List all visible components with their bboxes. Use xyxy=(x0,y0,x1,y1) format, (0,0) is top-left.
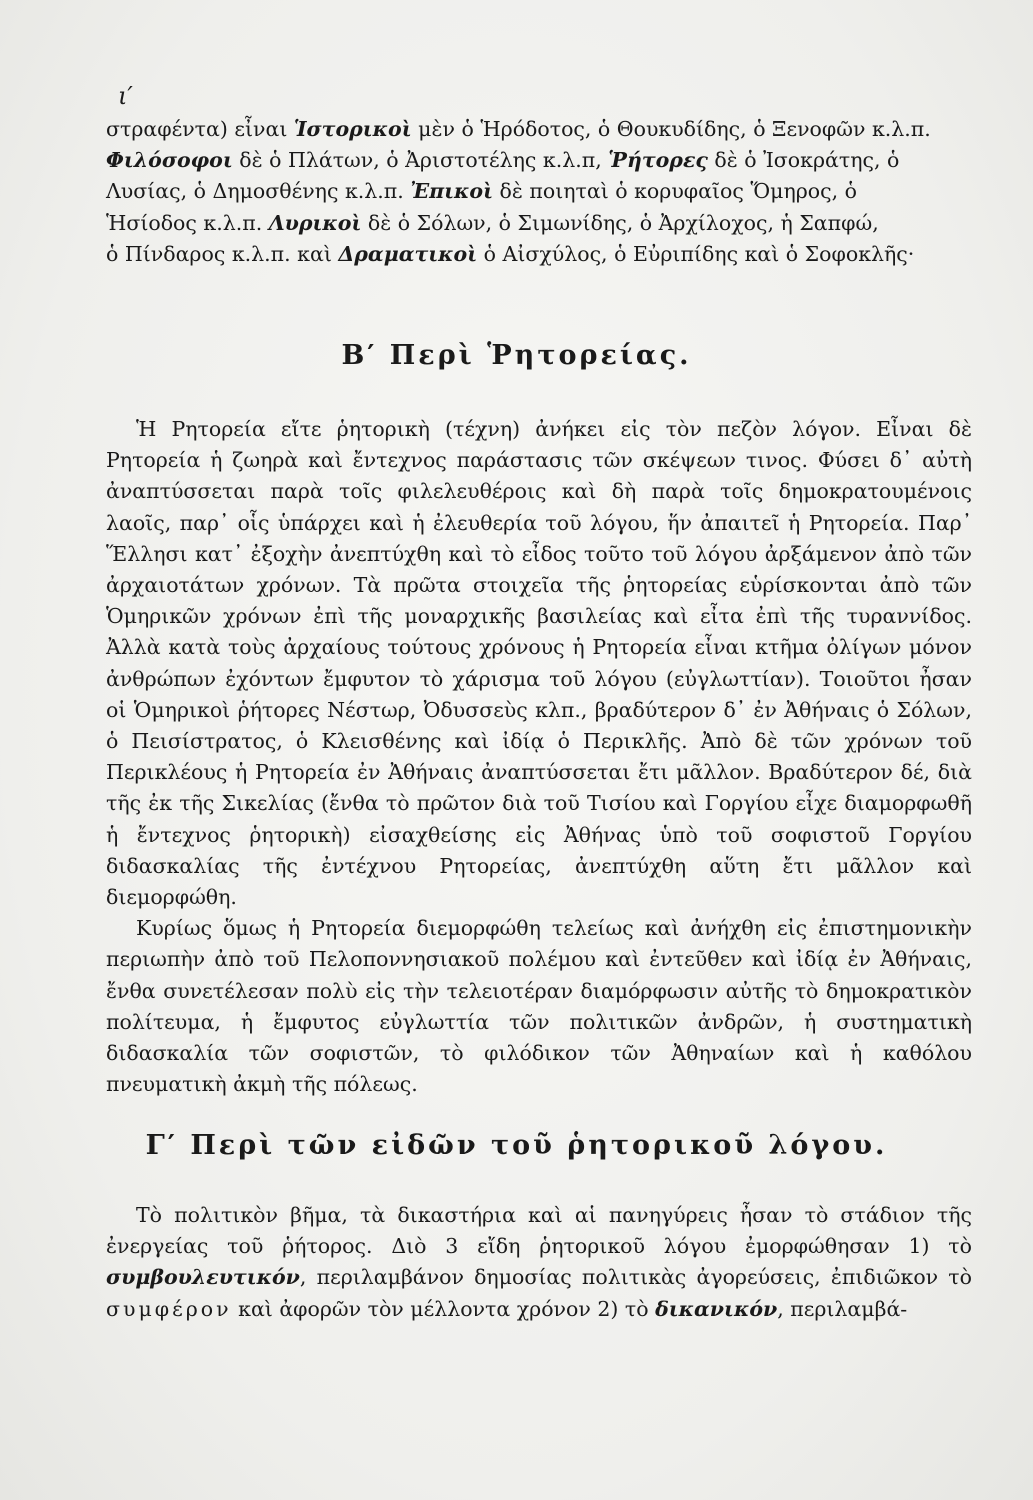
term-judicial: δικανικόν xyxy=(655,1296,778,1321)
section-c-heading: Γ′ Περὶ τῶν εἰδῶν τοῦ ῥητορικοῦ λόγου. xyxy=(145,1130,888,1161)
page-number: ι′ xyxy=(118,82,133,110)
intro-line: Φιλόσοφοι δὲ ὁ Πλάτων, ὁ Ἀριστοτέλης κ.λ.π, Ῥήτορες δὲ ὁ Ἰσοκράτης, ὁ xyxy=(106,148,900,173)
term-historians: Ἱστορικοὶ xyxy=(293,117,412,141)
section-c-paragraph: Τὸ πολιτικὸν βῆμα, τὰ δικαστήρια καὶ αἱ πανηγύρεις ἦσαν τὸ στάδιον τῆς ἐνεργείας τοῦ ῥήτορος. Διὸ 3 εἴδη ῥητορικοῦ λόγου ἐμορφώθησαν 1) τὸ συμβουλευτικόν, περιλαμβάνον δημοσίας πολιτικὰς ἀγορεύσεις, ἐπιδιῶκον τὸ συμφέρον καὶ ἀφορῶν τὸν μέλλοντα χρόνον 2) τὸ δικανικόν, περιλαμβά- xyxy=(106,1203,972,1321)
term-sympheron: συμφέρον xyxy=(106,1296,232,1321)
intro-line: στραφέντα) εἶναι Ἱστορικοὶ μὲν ὁ Ἡρόδοτος, ὁ Θουκυδίδης, ὁ Ξενοφῶν κ.λ.π. xyxy=(106,117,931,141)
intro-line: ὁ Πίνδαρος κ.λ.π. καὶ Δραματικοὶ ὁ Αἰσχύλος, ὁ Εὐριπίδης καὶ ὁ Σοφοκλῆς· xyxy=(106,241,915,266)
intro-line: Ἡσίοδος κ.λ.π. Λυρικοὶ δὲ ὁ Σόλων, ὁ Σιμωνίδης, ὁ Ἀρχίλοχος, ἡ Σαπφώ, xyxy=(106,210,879,235)
term-deliberative: συμβουλευτικόν xyxy=(106,1265,300,1290)
term-philosophers: Φιλόσοφοι xyxy=(106,148,233,173)
term-epic: Ἐπικοὶ xyxy=(410,179,494,204)
term-orators: Ῥήτορες xyxy=(608,148,708,173)
section-b-paragraph-1: Ἡ Ρητορεία εἴτε ῥητορικὴ (τέχνη) ἀνήκει εἰς τὸν πεζὸν λόγον. Εἶναι δὲ Ρητορεία ἡ ζωηρὰ καὶ ἔντεχνος παράστασις τῶν σκέψεων τινος. Φύσει δ᾽ αὐτὴ ἀναπτύσσεται παρὰ τοῖς φιλελευθέροις καὶ δὴ παρὰ τοῖς δημοκρατουμένοις λαοῖς, παρ᾽ οἷς ὑπάρχει καὶ ἡ ἐλευθερία τοῦ λόγου, ἥν ἀπαιτεῖ ἡ Ρητορεία. Παρ᾽ Ἕλλησι κατ᾽ ἐξοχὴν ἀνεπτύχθη καὶ τὸ εἶδος τοῦτο τοῦ λόγου ἀρξάμενον ἀπὸ τῶν ἀρχαιοτάτων χρόνων. Τὰ πρῶτα στοιχεῖα τῆς ῥητορείας εὑρίσκονται ἀπὸ τῶν Ὁμηρικῶν χρόνων ἐπὶ τῆς μοναρχικῆς βασιλείας καὶ εἶτα ἐπὶ τῆς τυραννίδος. Ἀλλὰ κατὰ τοὺς ἀρχαίους τούτους χρόνους ἡ Ρητορεία εἶναι κτῆμα ὀλίγων μόνον ἀνθρώπων ἐχόντων ἔμφυτον τὸ χάρισμα τοῦ λόγου (εὐγλωττίαν). Τοιοῦτοι ἦσαν οἱ Ὁμηρικοὶ ῥήτορες Νέστωρ, Ὀδυσσεὺς κλπ., βραδύτερον δ᾽ ἐν Ἀθήναις ὁ Σόλων, ὁ Πεισίστρατος, ὁ Κλεισθένης καὶ ἰδίᾳ ὁ Περικλῆς. Ἀπὸ δὲ τῶν χρόνων τοῦ Περικλέους ἡ Ρητορεία ἐν Ἀθήναις ἀναπτύσσεται ἔτι μᾶλλον. Βραδύτερον δέ, διὰ τῆς ἐκ τῆς Σικελίας (ἔνθα τὸ πρῶτον διὰ τοῦ Τισίου καὶ Γοργίου εἶχε διαμορφωθῆ ἡ ἔντεχνος ῥητορικὴ) εἰσαχθείσης εἰς Ἀθήνας ὑπὸ τοῦ σοφιστοῦ Γοργίου διδασκαλίας τῆς ἐντέχνου Ρητορείας, ἀνεπτύχθη αὕτη ἔτι μᾶλλον καὶ διεμορφώθη. xyxy=(106,417,972,910)
section-b-paragraph-2: Κυρίως ὅμως ἡ Ρητορεία διεμορφώθη τελείως καὶ ἀνήχθη εἰς ἐπιστημονικὴν περιωπὴν ἀπὸ τοῦ Πελοποννησιακοῦ πολέμου καὶ ἐντεῦθεν καὶ ἰδίᾳ ἐν Ἀθήναις, ἔνθα συνετέλεσαν πολὺ εἰς τὴν τελειοτέραν διαμόρφωσιν αὐτῆς τὸ δημοκρατικὸν πολίτευμα, ἡ ἔμφυτος εὐγλωττία τῶν πολιτικῶν ἀνδρῶν, ἡ συστηματικὴ διδασκαλία τῶν σοφιστῶν, τὸ φιλόδικον τῶν Ἀθηναίων καὶ ἡ καθόλου πνευματικὴ ἀκμὴ τῆς πόλεως. xyxy=(106,916,972,1097)
section-c-body xyxy=(106,1200,972,1325)
term-lyric: Λυρικοὶ xyxy=(268,210,362,235)
section-b-body xyxy=(106,414,972,1100)
section-b-heading: Β′ Περὶ Ῥητορείας. xyxy=(341,340,692,371)
term-dramatic: Δραματικοὶ xyxy=(338,241,478,266)
intro-line: Λυσίας, ὁ Δημοσθένης κ.λ.π. Ἐπικοὶ δὲ ποιηταὶ ὁ κορυφαῖος Ὅμηρος, ὁ xyxy=(106,179,857,204)
intro-paragraph xyxy=(106,114,972,270)
